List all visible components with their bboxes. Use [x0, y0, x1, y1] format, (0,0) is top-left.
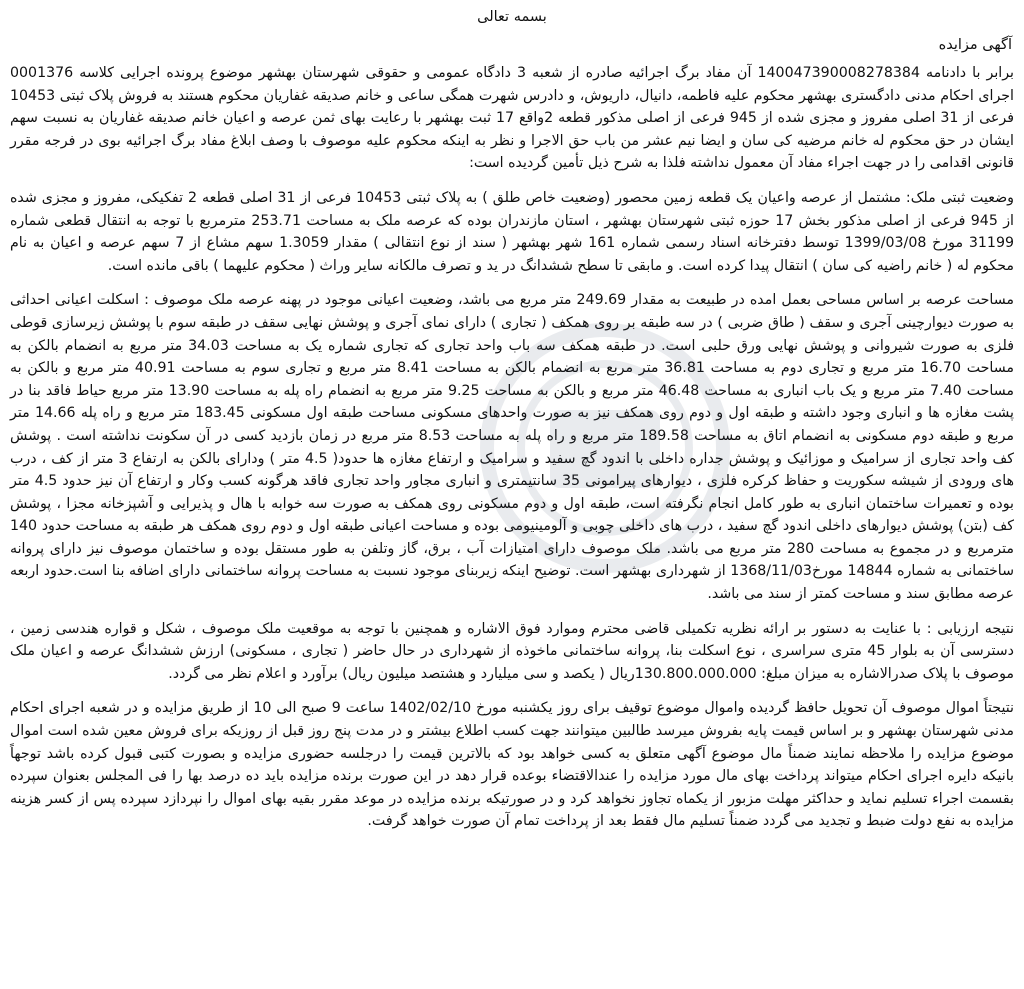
document-title: بسمه تعالی: [477, 9, 547, 25]
paragraph-intro: برابر با دادنامه 140047390008278384 آن مفاد برگ اجرائیه صادره از شعبه 3 دادگاه عمومی و حقوقی شهرستان بهشهر موضوع پرونده اجرایی کلاسه 0001376 اجرای احکام مدنی دادگستری بهشهر محکوم علیه فاطمه، دانیال، داریوش، و دادرس شهرت همگی ساعی و خانم صدیقه غفاریان محکوم هستند به فروش پلاک ثبتی 10453 فرعی از 31 اصلی مفروز و مجزی شده از 945 فرعی از اصلی مذکور قطعه 2واقع 17 ثبت بهشهر با رعایت بهای ثمن عرصه و اعیان خانم صدیقه غفاریان به نسبت سهم ایشان در حق محکوم له خانم مرضیه کی سان و ایضا نیم عشر من باب حق الاجرا و نظر به اینکه محکوم علیه موصوف با وصف ابلاغ مفاد برگ اجرائیه بوی در فرجه مقرر قانونی اقدامی را در جهت اجراء مفاد آن معمول نداشته فلذا به شرح ذیل تأمین گردیده است:: [10, 65, 1014, 172]
paragraph-valuation-result: نتیجه ارزیابی : با عنایت به دستور بر ارائه نظریه تکمیلی قاضی محترم وموارد فوق الاشاره و همچنین با توجه به موقعیت ملک موصوف ، شکل و قواره هندسی زمین ، دسترسی آن به بلوار 45 متری سراسری ، نوع اسکلت بنا، پروانه ساختمانی ماخوذه از شهرداری در حال حاضر ( تجاری ، مسکونی) ارزش ششدانگ عرصه و اعیان ملک موصوف با پلاک صدرالاشاره به میزان مبلغ: 130.800.000.000ریال ( یکصد و سی میلیارد و هشتصد میلیون ریال) برآورد و اعلام نظر می گردد.: [10, 620, 1014, 682]
paragraph-registration-status: وضعیت ثبتی ملک: مشتمل از عرصه واعیان یک قطعه زمین محصور (وضعیت خاص طلق ) به پلاک ثبتی 10453 فرعی از 31 اصلی قطعه 2 تفکیکی، مفروز و مجزی شده از 945 فرعی از اصلی مذکور بخش 17 حوزه ثبتی شهرستان بهشهر ، استان مازندران بوده که عرصه ملک به مساحت 253.71 مترمربع با توجه به انتقال قطعی شماره 31199 مورخ 1399/03/08 توسط دفترخانه اسناد رسمی شماره 161 شهر بهشهر ( سند از نوع انتقالی ) مقدار 1.3059 سهم مشاع از 7 سهم عرصه و اعیان به نام محکوم له ( خانم راضیه کی سان ) انتقال پیدا کرده است. و مابقی تا سطح ششدانگ در ید و تصرف مالکانه سایر وراث ( محکوم علیهما ) باقی مانده است.: [10, 189, 1014, 274]
paragraph-property-description: مساحت عرصه بر اساس مساحی بعمل امده در طبیعت به مقدار 249.69 متر مربع می باشد، وضعیت اعیانی موجود در پهنه عرصه ملک موصوف : اسکلت اعیانی احداثی به صورت دیوارچینی آجری و سقف ( طاق ضربی ) در سه طبقه بر روی همکف ( تجاری ) دارای نمای آجری و پوشش نهایی سقف در طبقه سوم با پوشش زیرسازی قوطی فلزی به صورت شیروانی و پوشش نهایی ورق حلبی است. در طبقه همکف سه باب واحد تجاری که تجاری شماره یک به مساحت 34.03 متر مربع به انضمام بالکن به مساحت 16.70 متر مربع و تجاری دوم به مساحت 36.81 متر مربع به انضمام بالکن به مساحت 8.41 متر مربع و تجاری سوم به مساحت 40.91 متر مربع و بالکن به مساحت 7.40 متر مربع و یک باب انباری به مساحت 46.48 متر مربع و بالکن به مساحت 9.25 متر مربع به انضمام راه پله به مساحت 13.90 متر مربع حیاط فاقد بنا در پشت مغازه ها و انباری وجود داشته و طبقه اول و دوم روی همکف نیز به صورت واحدهای مسکونی مساحت طبقه اول مسکونی 183.45 متر مربع و راه پله 14.66 متر مربع و طبقه دوم مسکونی به انضمام اتاق به مساحت 189.58 متر مربع و راه پله به مساحت 8.53 متر مربع در زمان بازدید کسی در آن سکونت نداشته است . پوشش کف واحد تجاری از سرامیک و موزائیک و پوشش جداره داخلی با اندود گچ سفید و سرامیک و ارتفاع مغازه ها حدود( 4.5 متر ) ودارای بالکن به ارتفاع 3 متر از کف ، درب های ورودی از شیشه سکوریت و حفاظ کرکره فلزی ، دیوارهای پیرامونی 35 سانتیمتری و انباری مجاور واحد تجاری فاقد هرگونه کسب وکار و ارتفاع آن نیز حدود 4.5 متر بوده و تعمیرات ساختمان انباری به طور کامل انجام نگرفته است، طبقه اول و دوم مسکونی روی همکف به صورت سه خوابه با هال و پذیرایی و آشپزخانه مجزا ، پوشش کف (بتن) پوشش دیوارهای داخلی اندود گچ سفید ، درب های داخلی چوبی و آلومینیومی بوده و مساحت اعیانی طبقه اول و دوم روی همکف هر طبقه به مساحت حدود 140 مترمربع و در مجموع به مساحت 280 متر مربع می باشد. ملک موصوف دارای امتیازات آب ، برق، گاز وتلفن به طور مستقل بوده و ساختمان موصوف نیز دارای پروانه ساختمانی به شماره 14844 مورخ1368/11/03 از شهرداری بهشهر است. توضیح اینکه زیربنای موجود نسبت به مساحت پروانه ساختمانی دارای اضافه بنا است.حدود اربعه عرصه مطابق سند و مساحت کمتر از سند می باشد.: [10, 292, 1015, 603]
document-heading: آگهی مزایده: [938, 37, 1012, 53]
paragraph-auction-terms: نتیجتاً اموال موصوف آن تحویل حافظ گردیده واموال موضوع توقیف برای روز یکشنبه مورخ 1402/02/10 ساعت 9 صبح الی 10 از طریق مزایده و در شعبه اجرای احکام مدنی شهرستان بهشهر و بر اساس قیمت پایه بفروش میرسد طالبین میتوانند جهت کسب اطلاع بیشتر و در مدت پنج روز قبل از روزیکه برای فروش معین شده است اموال موضوع مزایده را ملاحظه نمایند ضمناً مال موضوع آگهی متعلق به کسی خواهد بود که بالاترین قیمت را درجلسه حضوری مزایده و بصورت کتبی قبول کرده باشد توجهاً بانیکه دایره اجرای احکام میتواند پرداخت بهای مال مورد مزایده را عندالاقتضاء بوعده قرار دهد در این صورت برنده مزایده باید ده درصد بها را فی المجلس بعنوان سپرده بقسمت اجراء تسلیم نماید و حداکثر مهلت مزبور از یکماه تجاوز نخواهد کرد و در صورتیکه برنده مزایده در موعد مقرر بقیه بهای اموال را نپردازد سپرده پس از کسر هزینه مزایده به نفع دولت ضبط و تجدید می گردد ضمناً تسلیم مال فقط بعد از پرداخت تمام آن صورت خواهد گرفت.: [10, 700, 1014, 830]
